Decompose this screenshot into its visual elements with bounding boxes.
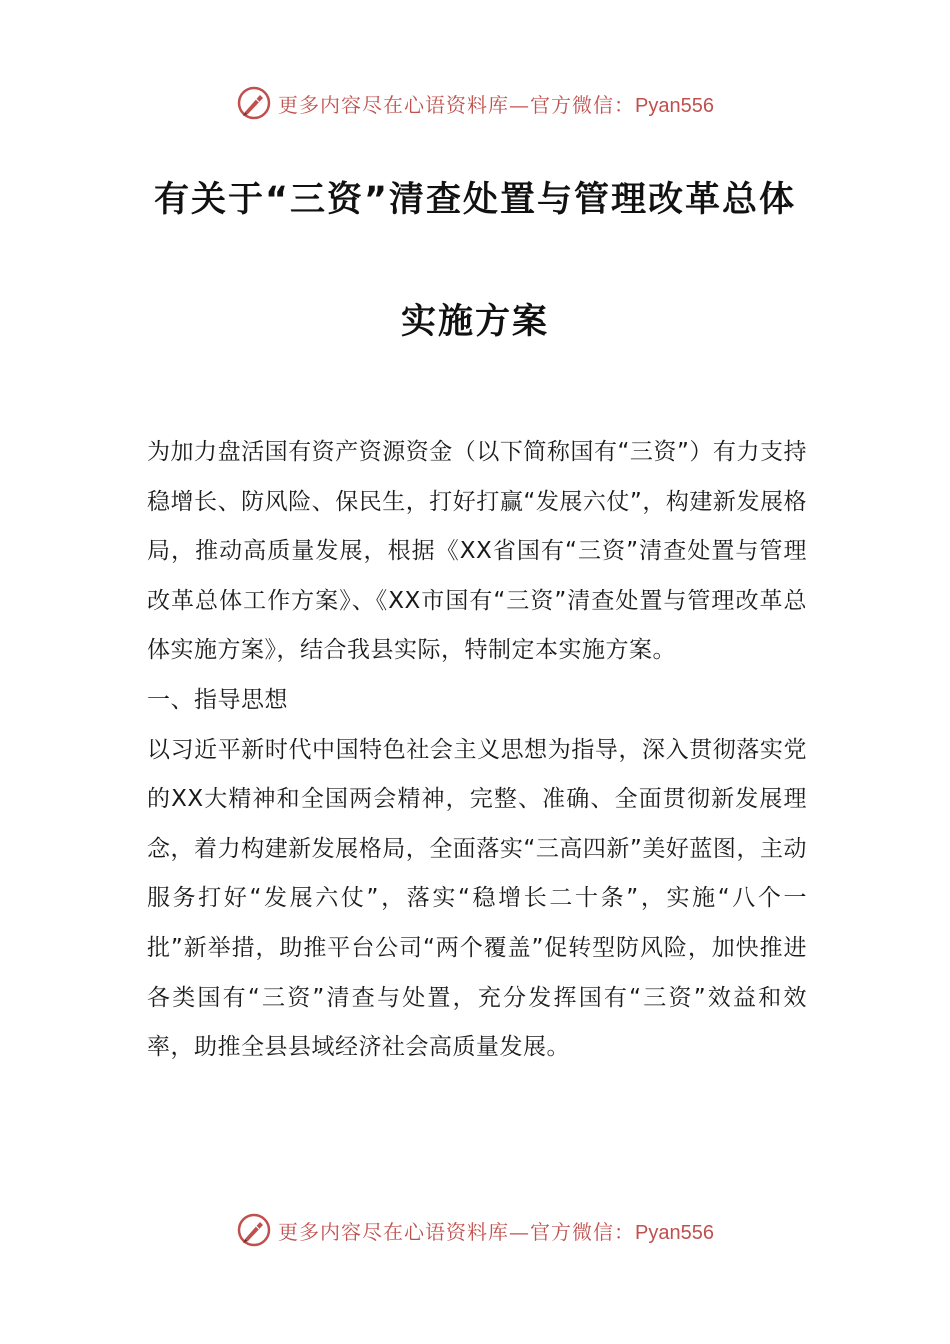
- document-title-line1: 有关于“三资”清查处置与管理改革总体: [153, 180, 796, 220]
- watermark-banner-top: [0, 83, 950, 123]
- body-paragraph-intro: 为加力盘活国有资产资源资金（以下简称国有“三资”）有力支持稳增长、防风险、保民生，打好打赢“发展六仗”，构建新发展格局，推动高质量发展，根据《XX省国有“三资”清查处置与管理改革总体工作方案》、《XX市国有“三资”清查处置与管理改革总体实施方案》，结合我县实际，特制定本实施方案。: [147, 439, 807, 664]
- watermark-wechat: Pyan556: [635, 94, 714, 117]
- section-heading-guiding-ideology: 一、指导思想: [147, 686, 288, 713]
- pen-logo-icon: [236, 1212, 272, 1248]
- watermark-banner-bottom: [0, 1210, 950, 1250]
- watermark-text: 更多内容尽在心语资料库—官方微信：: [278, 92, 636, 117]
- document-body: [147, 428, 807, 1073]
- pen-logo-icon: [236, 85, 272, 121]
- watermark-wechat: Pyan556: [635, 1221, 714, 1244]
- body-paragraph-guiding-ideology: 以习近平新时代中国特色社会主义思想为指导，深入贯彻落实党的XX大精神和全国两会精神，完整、准确、全面贯彻新发展理念，着力构建新发展格局，全面落实“三高四新”美好蓝图，主动服务打好“发展六仗”，落实“稳增长二十条”，实施“八个一批”新举措，助推平台公司“两个覆盖”促转型防风险，加快推进各类国有“三资”清查与处置，充分发挥国有“三资”效益和效率，助推全县县域经济社会高质量发展。: [147, 736, 807, 1061]
- watermark-text: 更多内容尽在心语资料库—官方微信：: [278, 1219, 636, 1244]
- document-title-line2: 实施方案: [400, 302, 549, 342]
